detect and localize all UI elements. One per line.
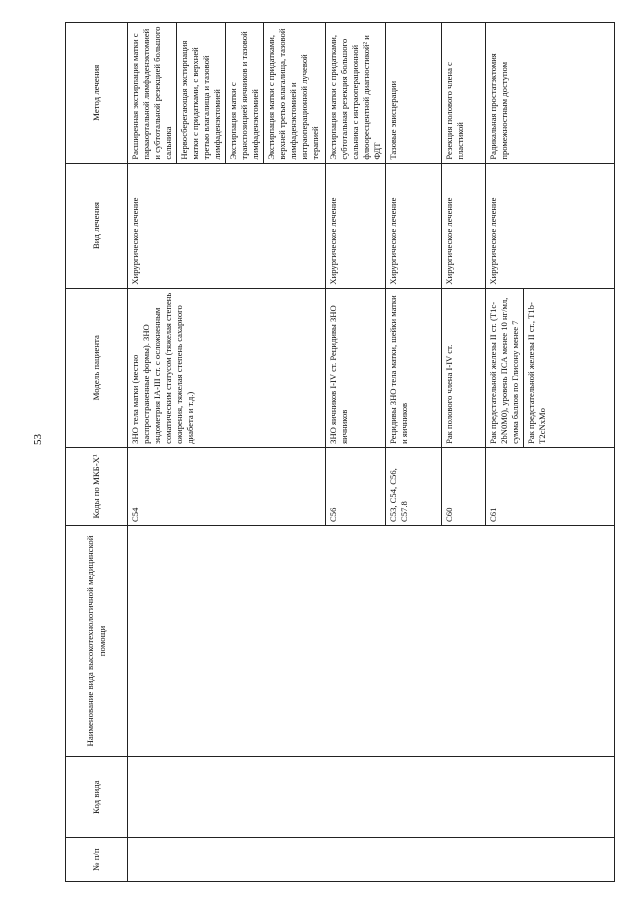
cell-name	[128, 525, 615, 756]
cell-treatment-type: Хирургическое лечение	[386, 163, 442, 288]
cell-icd: C61	[486, 447, 615, 525]
header-icd: Коды по МКБ-X¹	[66, 447, 128, 525]
cell-method: Радикальная простатэктомия промежностным доступом	[486, 23, 615, 164]
method-item: Расширенная экстирпация матки с парааортальной лимфаденэктомией и субтотальной резекцией большого сальника	[130, 26, 173, 160]
table-row	[128, 23, 326, 882]
page-number-text: 53	[32, 434, 44, 445]
cell-method: Экстирпация матки с придатками, субтотальная резекция большого сальника с интраоперационной флюоресцентной диагностикой² и ФДТ	[326, 23, 386, 164]
cell-method: Тазовые эвисцерации	[386, 23, 442, 164]
cell-model: ЗНО яичников I-IV ст. Рецидивы ЗНО яичников	[326, 288, 386, 447]
header-code: Код вида	[66, 757, 128, 838]
model-item: Рак предстательной железы II ст. (T1c-2bN0M0), уровень ПСА менее 10 нг/мл, сумма баллов по Глисону менее 7	[488, 297, 520, 444]
method-item: Экстирпация матки с придатками, верхней третью влагалища, тазовой лимфаденэктомией и интраоперационной лучевой терапией	[263, 23, 323, 163]
header-model: Модель пациента	[66, 288, 128, 447]
cell-model: ЗНО тела матки (местно распространенные формы). ЗНО эндометрия IA-III ст. с осложненным соматическим статусом (тяжелая степень ожирения, тяжелая степень сахарного диабета и т.д.)	[128, 288, 326, 447]
method-item: Экстирпация матки с транспозицией яичников и тазовой лимфаденэктомией	[225, 23, 263, 163]
cell-icd: C54	[128, 447, 326, 525]
method-item: Нервосберегающая экстирпация матки с придатками, с верхней третью влагалища и тазовой лимфаденэктомией	[176, 23, 225, 163]
cell-icd: C53, C54, C56, C57.8	[386, 447, 442, 525]
header-treatment-type: Вид лечения	[66, 163, 128, 288]
cell-icd: C60	[442, 447, 486, 525]
cell-treatment-type: Хирургическое лечение	[128, 163, 326, 288]
page-number	[0, 0, 44, 905]
cell-no	[128, 838, 615, 882]
cell-model	[486, 288, 615, 447]
header-name: Наименование вида высокотехнологичной медицинской помощи	[66, 525, 128, 756]
cell-treatment-type: Хирургическое лечение	[326, 163, 386, 288]
rotated-table-sheet	[65, 22, 615, 882]
treatment-table	[65, 22, 615, 882]
cell-treatment-type: Хирургическое лечение	[486, 163, 615, 288]
cell-method	[128, 23, 326, 164]
cell-icd: C56	[326, 447, 386, 525]
header-no: № п/п	[66, 838, 128, 882]
cell-treatment-type: Хирургическое лечение	[442, 163, 486, 288]
cell-model: Рецидивы ЗНО тела матки, шейки матки и яичников	[386, 288, 442, 447]
table-header-row	[66, 23, 128, 882]
cell-model: Рак полового члена I-IV ст.	[442, 288, 486, 447]
model-item: Рак предстательной железы II ст., T1b-T2cNxMo	[523, 289, 550, 447]
cell-method: Резекция полового члена с пластикой	[442, 23, 486, 164]
cell-code	[128, 757, 615, 838]
header-method: Метод лечения	[66, 23, 128, 164]
